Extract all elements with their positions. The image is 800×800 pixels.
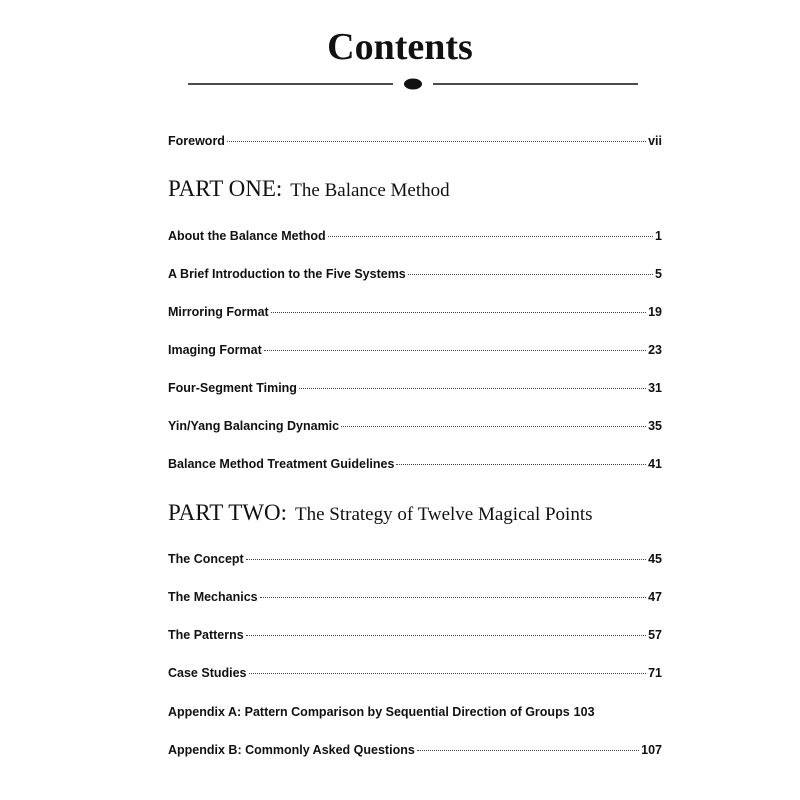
toc-entry-label: Mirroring Format (168, 305, 269, 319)
toc-entry[interactable] (168, 265, 662, 283)
toc-entry-page: vii (648, 134, 662, 148)
toc-entry-page: 31 (648, 381, 662, 395)
part-two-heading (168, 498, 668, 531)
toc-entry[interactable] (168, 303, 662, 321)
toc-entry[interactable] (168, 417, 662, 435)
dot-leader (417, 750, 639, 751)
part-one-label: PART ONE: (168, 176, 283, 201)
toc-entry-label: Yin/Yang Balancing Dynamic (168, 419, 340, 433)
toc-entry[interactable] (168, 341, 662, 359)
toc-entry[interactable] (168, 703, 662, 721)
toc-entry-label: The Patterns (168, 628, 244, 642)
dot-leader (408, 274, 653, 275)
dot-leader (299, 388, 646, 389)
toc-entry-label: The Concept (168, 552, 244, 566)
toc-entry-label: About the Balance Method (168, 229, 326, 243)
toc-entry-label: The Mechanics (168, 590, 258, 604)
dot-leader (227, 141, 646, 142)
dot-leader (249, 673, 647, 674)
part-two-label: PART TWO: (168, 500, 287, 525)
toc-entry-label: Four-Segment Timing (168, 381, 297, 395)
toc-entry-page: 47 (648, 590, 662, 604)
toc-entry-label: Imaging Format (168, 343, 262, 357)
dot-leader (264, 350, 646, 351)
toc-entry-label: Appendix A: Pattern Comparison by Sequential Direction of Groups (168, 705, 570, 719)
toc-entry-label: A Brief Introduction to the Five Systems (168, 267, 406, 281)
title-divider-ornament (188, 74, 638, 94)
toc-entry-label: Foreword (168, 134, 225, 148)
part-one-heading (168, 174, 668, 207)
toc-entry-foreword[interactable] (168, 132, 662, 150)
dot-leader (396, 464, 646, 465)
page-title: Contents (327, 26, 473, 68)
toc-entry-page: 19 (648, 305, 662, 319)
toc-entry[interactable] (168, 227, 662, 245)
toc-entry-page: 71 (648, 666, 662, 680)
toc-entry-page: 35 (648, 419, 662, 433)
dot-leader (260, 597, 646, 598)
toc-entry-page: 57 (648, 628, 662, 642)
dot-leader (246, 635, 646, 636)
toc-entry-page: 107 (641, 743, 662, 757)
toc-entry-page: 45 (648, 552, 662, 566)
dot-leader (246, 559, 646, 560)
toc-entry-label: Case Studies (168, 666, 247, 680)
toc-entry[interactable] (168, 588, 662, 606)
toc-entry-page: 103 (573, 705, 595, 719)
toc-entry-page: 1 (655, 229, 662, 243)
toc-entry[interactable] (168, 741, 662, 759)
toc-entry[interactable] (168, 550, 662, 568)
dot-leader (328, 236, 653, 237)
toc-entry-label: Balance Method Treatment Guidelines (168, 457, 395, 471)
toc-entry-page: 41 (648, 457, 662, 471)
toc-entry[interactable] (168, 455, 662, 473)
toc-entry[interactable] (168, 626, 662, 644)
toc-entry-label: Appendix B: Commonly Asked Questions (168, 743, 415, 757)
toc-entry[interactable] (168, 379, 662, 397)
part-two-title: The Strategy of Twelve Magical Points (294, 504, 593, 525)
dot-leader (341, 426, 646, 427)
toc-entry-page: 5 (655, 267, 662, 281)
toc-entry[interactable] (168, 664, 662, 682)
dot-leader (271, 312, 646, 313)
part-one-title: The Balance Method (290, 180, 450, 201)
toc-entry-page: 23 (648, 343, 662, 357)
